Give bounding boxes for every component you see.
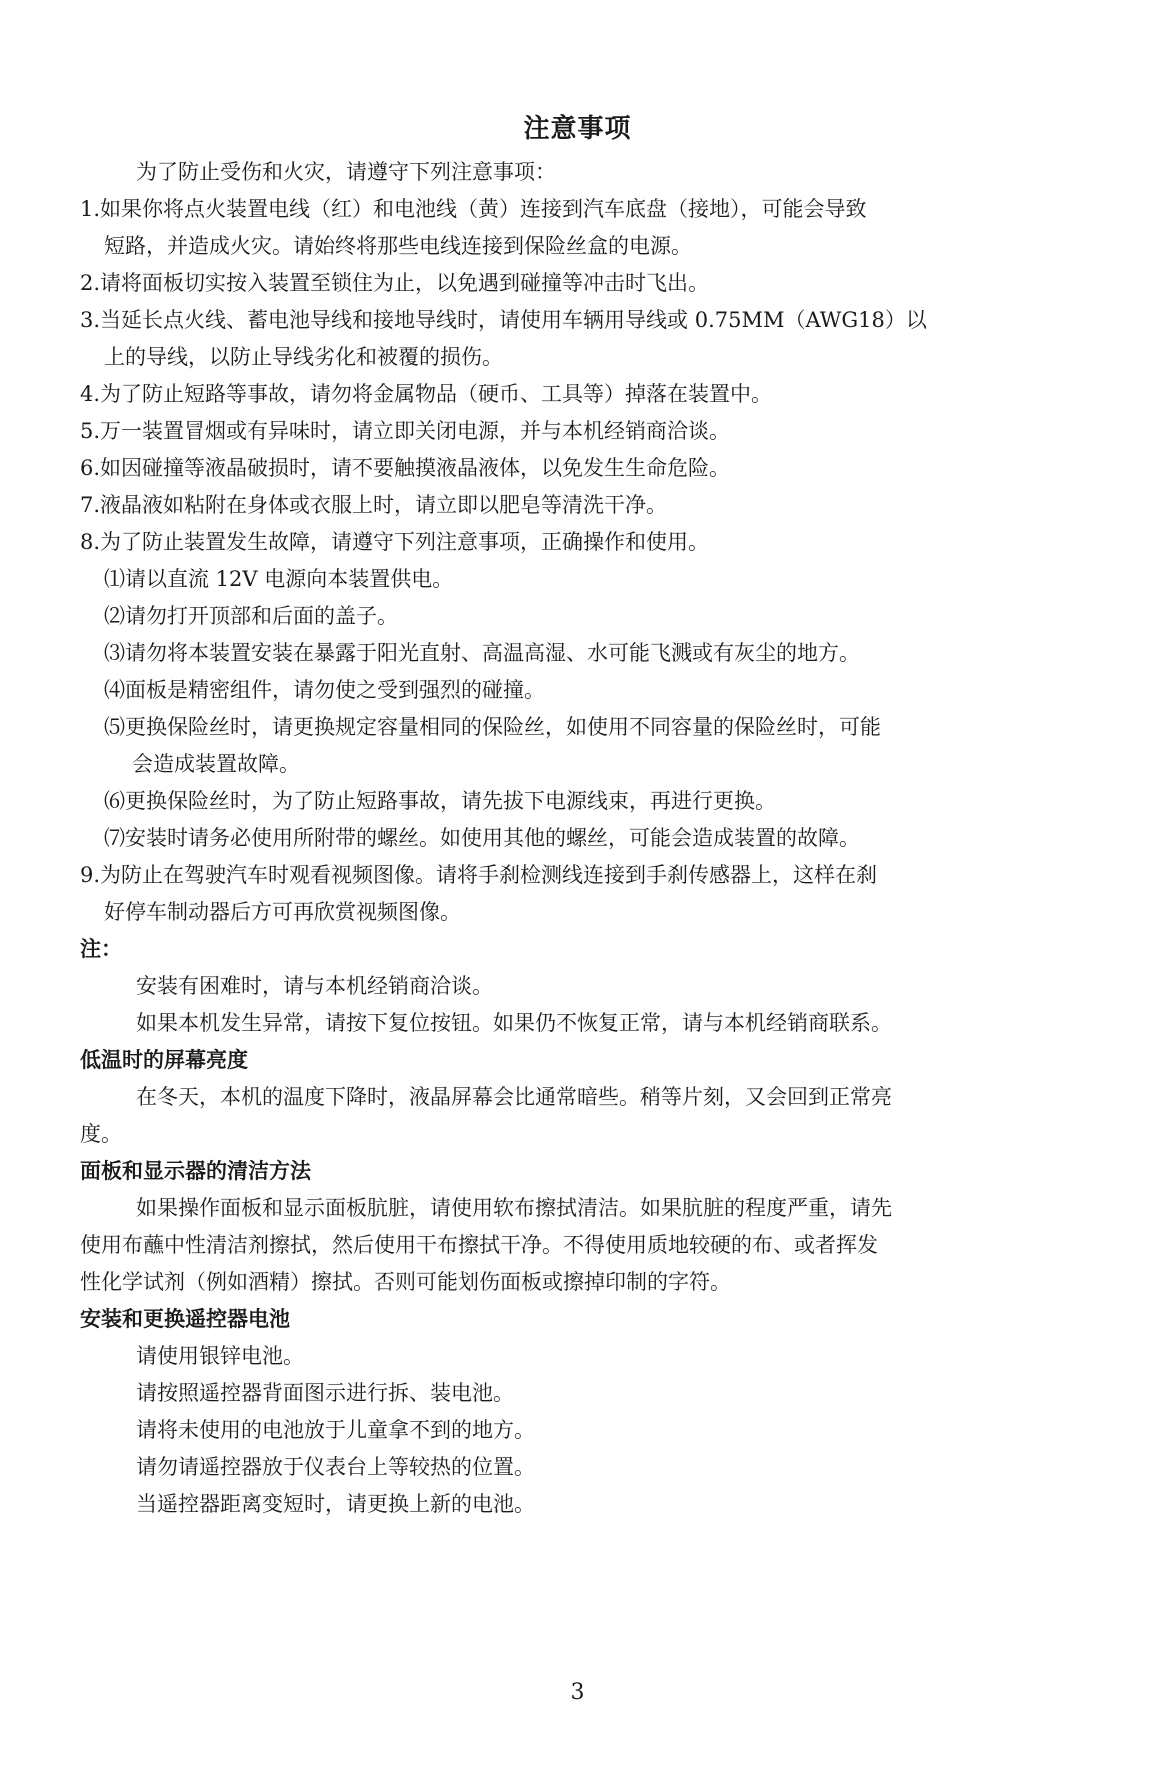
item-3-line-1: 3.当延长点火线、蓄电池导线和接地导线时，请使用车辆用导线或 0.75MM（AWG18）以 xyxy=(80,308,927,332)
item-4: 4.为了防止短路等事故，请勿将金属物品（硬币、工具等）掉落在装置中。 xyxy=(80,382,773,406)
subitem-7: ⑺安装时请务必使用所附带的螺丝。如使用其他的螺丝，可能会造成装置的故障。 xyxy=(104,826,860,850)
item-7: 7.液晶液如粘附在身体或衣服上时，请立即以肥皂等清洗干净。 xyxy=(80,493,668,517)
item-6: 6.如因碰撞等液晶破损时，请不要触摸液晶液体，以免发生生命危险。 xyxy=(80,456,731,480)
item-9-line-2: 好停车制动器后方可再欣赏视频图像。 xyxy=(104,900,461,924)
note-paragraph-2: 如果本机发生异常，请按下复位按钮。如果仍不恢复正常，请与本机经销商联系。 xyxy=(136,1011,892,1035)
subitem-1: ⑴请以直流 12V 电源向本装置供电。 xyxy=(104,567,454,591)
battery-paragraph-3: 请将未使用的电池放于儿童拿不到的地方。 xyxy=(136,1418,535,1442)
cleaning-line-3: 性化学试剂（例如酒精）擦拭。否则可能划伤面板或擦掉印制的字符。 xyxy=(80,1270,731,1294)
low-temp-line-2: 度。 xyxy=(80,1122,122,1146)
note-paragraph-1: 安装有困难时，请与本机经销商洽谈。 xyxy=(136,974,493,998)
low-temp-line-1: 在冬天，本机的温度下降时，液晶屏幕会比通常暗些。稍等片刻，又会回到正常亮 xyxy=(136,1085,892,1109)
cleaning-line-2: 使用布蘸中性清洁剂擦拭，然后使用干布擦拭干净。不得使用质地较硬的布、或者挥发 xyxy=(80,1233,878,1257)
subitem-6: ⑹更换保险丝时，为了防止短路事故，请先拔下电源线束，再进行更换。 xyxy=(104,789,776,813)
item-1-line-1: 1.如果你将点火装置电线（红）和电池线（黄）连接到汽车底盘（接地），可能会导致 xyxy=(80,197,867,221)
low-temp-heading: 低温时的屏幕亮度 xyxy=(80,1048,248,1072)
page-content xyxy=(80,154,1075,1523)
subitem-4: ⑷面板是精密组件，请勿使之受到强烈的碰撞。 xyxy=(104,678,545,702)
item-9-line-1: 9.为防止在驾驶汽车时观看视频图像。请将手刹检测线连接到手刹传感器上，这样在刹 xyxy=(80,863,878,887)
item-3-line-2: 上的导线，以防止导线劣化和被覆的损伤。 xyxy=(104,345,503,369)
item-8: 8.为了防止装置发生故障，请遵守下列注意事项，正确操作和使用。 xyxy=(80,530,710,554)
battery-paragraph-5: 当遥控器距离变短时，请更换上新的电池。 xyxy=(136,1492,535,1516)
note-label: 注： xyxy=(80,937,122,961)
subitem-5-line-2: 会造成装置故障。 xyxy=(132,752,300,776)
battery-paragraph-2: 请按照遥控器背面图示进行拆、装电池。 xyxy=(136,1381,514,1405)
intro-paragraph: 为了防止受伤和火灾，请遵守下列注意事项： xyxy=(136,160,556,184)
subitem-5-line-1: ⑸更换保险丝时，请更换规定容量相同的保险丝，如使用不同容量的保险丝时，可能 xyxy=(104,715,881,739)
battery-paragraph-4: 请勿请遥控器放于仪表台上等较热的位置。 xyxy=(136,1455,535,1479)
cleaning-heading: 面板和显示器的清洁方法 xyxy=(80,1159,311,1183)
cleaning-line-1: 如果操作面板和显示面板肮脏，请使用软布擦拭清洁。如果肮脏的程度严重，请先 xyxy=(136,1196,892,1220)
item-5: 5.万一装置冒烟或有异味时，请立即关闭电源，并与本机经销商洽谈。 xyxy=(80,419,731,443)
item-2: 2.请将面板切实按入装置至锁住为止，以免遇到碰撞等冲击时飞出。 xyxy=(80,271,710,295)
battery-heading: 安装和更换遥控器电池 xyxy=(80,1307,290,1331)
item-1-line-2: 短路，并造成火灾。请始终将那些电线连接到保险丝盒的电源。 xyxy=(104,234,692,258)
page-number: 3 xyxy=(570,1680,585,1705)
subitem-3: ⑶请勿将本装置安装在暴露于阳光直射、高温高湿、水可能飞溅或有灰尘的地方。 xyxy=(104,641,860,665)
battery-paragraph-1: 请使用银锌电池。 xyxy=(136,1344,304,1368)
subitem-2: ⑵请勿打开顶部和后面的盖子。 xyxy=(104,604,398,628)
page-title: 注意事项 xyxy=(523,114,632,144)
